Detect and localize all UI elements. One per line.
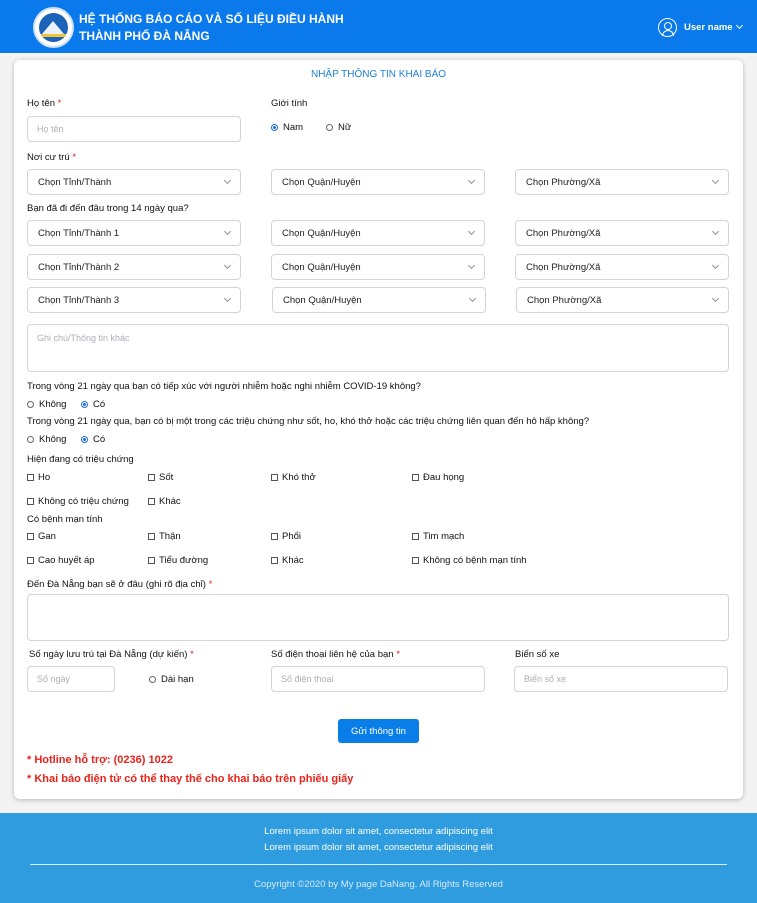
symptom-checkbox[interactable]: Khó thở	[271, 472, 316, 483]
checkbox-icon	[412, 474, 419, 481]
paper-notice: * Khai báo điện tử có thể thay thế cho khai báo trên phiếu giấy	[27, 773, 354, 785]
residence-ward-select[interactable]: Chọn Phường/Xã	[515, 169, 729, 195]
plate-input[interactable]: Biển số xe	[514, 666, 728, 692]
stay-days-input[interactable]: Số ngày	[27, 666, 115, 692]
symptoms-question: Trong vòng 21 ngày qua, bạn có bị một trong các triệu chứng như sốt, ho, khó thở hoặc các triệu chứng liên quan đến hô hấp không?	[27, 416, 590, 427]
chevron-down-icon	[224, 295, 231, 302]
chevron-down-icon	[469, 295, 476, 302]
contact-question: Trong vòng 21 ngày qua bạn có tiếp xúc với người nhiễm hoặc nghi nhiễm COVID-19 không?	[27, 381, 421, 392]
gender-male-radio[interactable]: Nam	[271, 122, 303, 133]
radio-icon	[326, 124, 333, 131]
app-header	[0, 0, 757, 53]
checkbox-icon	[148, 533, 155, 540]
user-avatar-icon	[658, 18, 677, 37]
chronic-checkbox[interactable]: Khác	[271, 555, 304, 566]
contact-yes-radio[interactable]: Có	[81, 399, 105, 410]
chronic-checkbox[interactable]: Không có bệnh mạn tính	[412, 555, 527, 566]
checkbox-icon	[27, 533, 34, 540]
symptom-checkbox[interactable]: Đau họng	[412, 472, 464, 483]
footer-line2: Lorem ipsum dolor sit amet, consectetur adipiscing elit	[264, 842, 493, 853]
chronic-checkbox[interactable]: Cao huyết áp	[27, 555, 95, 566]
gender-female-radio[interactable]: Nữ	[326, 122, 351, 133]
app-title-line2: THÀNH PHỐ ĐÀ NẴNG	[79, 29, 210, 43]
destination-label: Đến Đà Nẵng bạn sẽ ở đâu (ghi rõ địa chỉ) *	[27, 579, 213, 590]
city-logo[interactable]	[33, 7, 74, 48]
residence-district-select[interactable]: Chọn Quận/Huyện	[271, 169, 485, 195]
radio-checked-icon	[271, 124, 278, 131]
travel1-district-select[interactable]: Chọn Quận/Huyện	[271, 220, 485, 246]
checkbox-icon	[27, 498, 34, 505]
hotline-note: * Hotline hỗ trợ: (0236) 1022	[27, 754, 173, 766]
name-input[interactable]: Họ tên	[27, 116, 241, 142]
travel2-province-select[interactable]: Chọn Tỉnh/Thành 2	[27, 254, 241, 280]
logo-emblem-icon	[39, 13, 68, 42]
chevron-down-icon	[468, 177, 475, 184]
phone-label: Số điện thoại liên hệ của bạn *	[271, 649, 400, 660]
app-title-line1: HỆ THỐNG BÁO CÁO VÀ SỐ LIỆU ĐIỀU HÀNH	[79, 12, 344, 26]
chevron-down-icon	[736, 22, 743, 29]
travel-note-textarea[interactable]: Ghi chú/Thông tin khác	[27, 324, 729, 372]
radio-checked-icon	[81, 401, 88, 408]
checkbox-icon	[148, 474, 155, 481]
chronic-checkbox[interactable]: Phổi	[271, 531, 301, 542]
chevron-down-icon	[712, 228, 719, 235]
destination-textarea[interactable]	[27, 594, 729, 641]
travel1-ward-select[interactable]: Chọn Phường/Xã	[515, 220, 729, 246]
travel3-district-select[interactable]: Chọn Quận/Huyện	[272, 287, 486, 313]
symptom-checkbox[interactable]: Ho	[27, 472, 50, 483]
symptoms-yes-radio[interactable]: Có	[81, 434, 105, 445]
chronic-checkbox[interactable]: Tiểu đường	[148, 555, 208, 566]
checkbox-icon	[27, 557, 34, 564]
chevron-down-icon	[468, 228, 475, 235]
travel-label: Bạn đã đi đến đâu trong 14 ngày qua?	[27, 203, 189, 214]
checkbox-icon	[271, 474, 278, 481]
chronic-checkbox[interactable]: Thận	[148, 531, 181, 542]
chevron-down-icon	[712, 177, 719, 184]
checkbox-icon	[271, 557, 278, 564]
radio-icon	[27, 401, 34, 408]
chevron-down-icon	[224, 228, 231, 235]
phone-input[interactable]: Số điện thoại	[271, 666, 485, 692]
name-label: Họ tên *	[27, 98, 62, 109]
user-menu[interactable]	[658, 17, 742, 37]
copyright-text: Copyright ©2020 by My page DaNang. All Rights Reserved	[254, 879, 503, 890]
footer-divider	[30, 864, 727, 865]
chronic-label: Có bệnh mạn tính	[27, 514, 103, 525]
checkbox-icon	[148, 498, 155, 505]
travel2-district-select[interactable]: Chọn Quận/Huyện	[271, 254, 485, 280]
travel1-province-select[interactable]: Chọn Tỉnh/Thành 1	[27, 220, 241, 246]
travel3-ward-select[interactable]: Chọn Phường/Xã	[516, 287, 729, 313]
symptom-checkbox[interactable]: Khác	[148, 496, 181, 507]
radio-icon	[149, 676, 156, 683]
symptom-checkbox[interactable]: Không có triệu chứng	[27, 496, 129, 507]
form-title: NHẬP THÔNG TIN KHAI BÁO	[310, 69, 447, 80]
chronic-checkbox[interactable]: Tim mạch	[412, 531, 464, 542]
long-term-radio[interactable]: Dài hạn	[149, 674, 194, 685]
footer-line1: Lorem ipsum dolor sit amet, consectetur adipiscing elit	[264, 826, 493, 837]
symptoms-no-radio[interactable]: Không	[27, 434, 66, 445]
gender-label: Giới tính	[271, 98, 308, 109]
checkbox-icon	[27, 474, 34, 481]
submit-button[interactable]: Gửi thông tin	[338, 719, 419, 743]
residence-label: Nơi cư trú *	[27, 152, 77, 163]
chevron-down-icon	[224, 177, 231, 184]
chevron-down-icon	[712, 295, 719, 302]
checkbox-icon	[148, 557, 155, 564]
checkbox-icon	[412, 557, 419, 564]
chevron-down-icon	[224, 262, 231, 269]
chevron-down-icon	[468, 262, 475, 269]
chronic-checkbox[interactable]: Gan	[27, 531, 56, 542]
plate-label: Biển số xe	[515, 649, 560, 660]
symptom-checkbox[interactable]: Sốt	[148, 472, 173, 483]
checkbox-icon	[412, 533, 419, 540]
contact-no-radio[interactable]: Không	[27, 399, 66, 410]
stay-days-label: Số ngày lưu trú tại Đà Nẵng (dự kiến) *	[29, 649, 194, 660]
current-symptoms-label: Hiện đang có triệu chứng	[27, 454, 134, 465]
travel2-ward-select[interactable]: Chọn Phường/Xã	[515, 254, 729, 280]
checkbox-icon	[271, 533, 278, 540]
chevron-down-icon	[712, 262, 719, 269]
radio-icon	[27, 436, 34, 443]
user-name: User name	[684, 21, 733, 33]
radio-checked-icon	[81, 436, 88, 443]
residence-province-select[interactable]: Chọn Tỉnh/Thành	[27, 169, 241, 195]
travel3-province-select[interactable]: Chọn Tỉnh/Thành 3	[27, 287, 241, 313]
